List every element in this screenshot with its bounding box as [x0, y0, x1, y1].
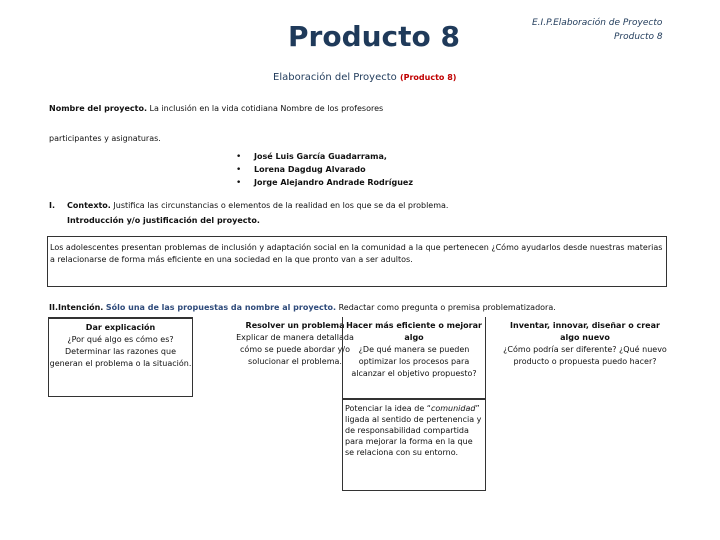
- context-subtitle: Introducción y/o justificación del proyecto.: [67, 216, 260, 225]
- header-course: E.I.P.Elaboración de Proyecto: [532, 18, 663, 28]
- project-line: [49, 104, 383, 113]
- list-item: • Lorena Dagdug Alvarado: [236, 164, 366, 175]
- context-answer-box: Los adolescentes presentan problemas de inclusión y adaptación social en la comunidad a la que pertenecen ¿Cómo ayudarlos desde nuestras materias a relacionarse de forma más eficiente en una sociedad en la que pronto van a ser adultos.: [47, 236, 667, 287]
- proposal-type-explain: [48, 317, 193, 397]
- intention-line: [49, 303, 556, 312]
- intention-note: Sólo una de las propuestas da nombre al proyecto.: [105, 303, 337, 312]
- context-label: Contexto.: [67, 201, 111, 210]
- proposal-types: [48, 317, 668, 397]
- teachers-label-b: participantes y asignaturas.: [49, 134, 161, 143]
- project-label: Nombre del proyecto.: [49, 104, 147, 113]
- proposal-type-body: ¿Cómo podría ser diferente? ¿Qué nuevo producto o propuesta puedo hacer?: [503, 345, 667, 366]
- proposal-type-head: Dar explicación: [85, 323, 156, 332]
- proposal-type-improve: [342, 317, 486, 399]
- subtitle-tag: (Producto 8): [399, 73, 457, 82]
- proposal-type-body: ¿De qué manera se pueden optimizar los procesos para alcanzar el objetivo propuesto?: [351, 345, 477, 378]
- proposal-type-head: Resolver un problema: [245, 321, 345, 330]
- proposal-type-head: Hacer más eficiente o mejorar algo: [346, 321, 482, 342]
- proposal-type-solve: [230, 317, 360, 402]
- proposal-type-body: ¿Por qué algo es cómo es? Determinar las razones que generan el problema o la situación.: [49, 335, 192, 368]
- context-section: [49, 198, 448, 228]
- context-text: Justifica las circunstancias o elementos de la realidad en los que se da el problema.: [113, 201, 449, 210]
- subtitle: [273, 72, 456, 83]
- proposal-italic: comunidad: [430, 404, 476, 413]
- intention-text: Redactar como pregunta o premisa problematizadora.: [338, 303, 556, 312]
- proposal-type-body: Explicar de manera detallada cómo se puede abordar y/o solucionar el problema.: [236, 333, 354, 366]
- proposal-post: ” ligada al sentido de pertenencia y de responsabilidad compartida para mejorar la forma en la que se relaciona con su entorno.: [345, 404, 482, 457]
- subtitle-main: Elaboración del Proyecto: [273, 72, 397, 83]
- list-item: • José Luis García Guadarrama,: [236, 151, 387, 162]
- teachers-label-a: Nombre de los profesores: [280, 104, 384, 113]
- proposal-answer-box: [342, 399, 486, 491]
- page-title: Producto 8: [288, 20, 460, 53]
- header-product: Producto 8: [614, 32, 663, 42]
- intention-label: II.Intención.: [49, 303, 104, 312]
- proposal-pre: Potenciar la idea de “: [345, 404, 431, 413]
- list-item: • Jorge Alejandro Andrade Rodríguez: [236, 177, 413, 188]
- proposal-type-create: [500, 317, 670, 402]
- bullet-icon: •: [236, 164, 242, 175]
- bullet-icon: •: [236, 177, 242, 188]
- proposal-type-head: Inventar, innovar, diseñar o crear algo nuevo: [510, 321, 660, 342]
- bullet-icon: •: [236, 151, 242, 162]
- teachers-list: [236, 150, 413, 189]
- context-number: I.: [49, 201, 56, 210]
- project-value: La inclusión en la vida cotidiana: [149, 104, 278, 113]
